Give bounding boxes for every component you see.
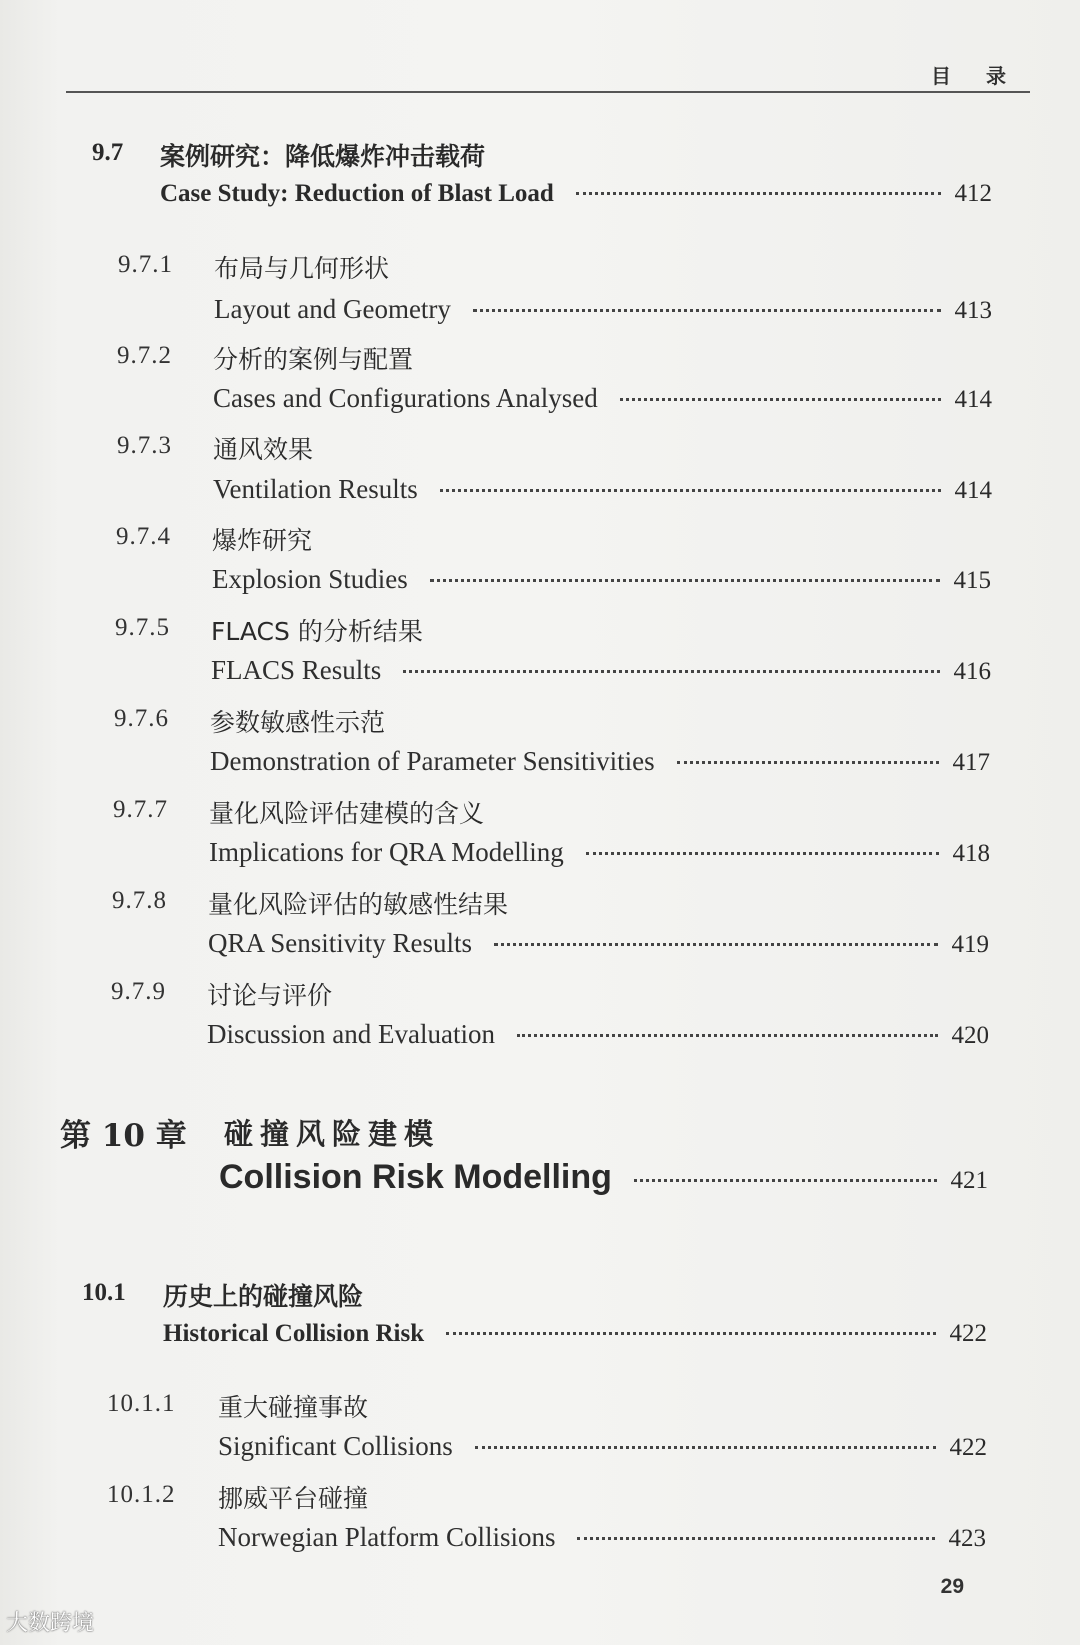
page-reference: 415 — [953, 567, 991, 594]
page-reference: 422 — [949, 1320, 987, 1347]
toc-subsection-entry[interactable] — [0, 1386, 1080, 1474]
section-title-zh: 案例研究：降低爆炸冲击载荷 — [160, 142, 486, 171]
subsection-number: 9.7.7 — [113, 796, 168, 823]
subsection-title-row — [212, 564, 991, 595]
dot-leader — [494, 943, 937, 946]
toc-subsection-entry[interactable] — [0, 974, 1080, 1062]
subsection-number: 9.7.4 — [116, 523, 171, 550]
toc-subsection-entry[interactable] — [0, 428, 1080, 516]
chapter-title-en: Collision Risk Modelling — [219, 1158, 612, 1196]
subsection-title-row — [213, 383, 992, 414]
subsection-title-en: Explosion Studies — [212, 564, 408, 594]
dot-leader — [634, 1179, 937, 1182]
subsection-title-zh: 通风效果 — [213, 435, 314, 464]
toc-subsection-entry[interactable] — [0, 610, 1080, 698]
dot-leader — [430, 579, 940, 582]
page-reference: 417 — [952, 749, 990, 776]
subsection-title-zh: 参数敏感性示范 — [210, 708, 386, 737]
page-reference: 416 — [953, 658, 991, 685]
subsection-title-en: Implications for QRA Modelling — [209, 837, 564, 867]
page-reference: 423 — [948, 1525, 986, 1552]
dot-leader — [620, 398, 941, 401]
subsection-number: 9.7.6 — [114, 705, 169, 732]
chapter-number: 第 10 章 — [60, 1118, 187, 1154]
toc-subsection-entry[interactable] — [0, 701, 1080, 789]
subsection-title-zh: 量化风险评估的敏感性结果 — [208, 890, 509, 919]
subsection-title-en: Significant Collisions — [218, 1431, 453, 1461]
subsection-title-en: FLACS Results — [211, 655, 382, 685]
section-title-row — [160, 180, 992, 208]
section-number: 10.1 — [82, 1279, 126, 1306]
dot-leader — [403, 670, 939, 673]
subsection-title-en: Cases and Configurations Analysed — [213, 383, 598, 413]
section-title-zh: 历史上的碰撞风险 — [163, 1282, 364, 1311]
subsection-title-row — [213, 474, 992, 505]
subsection-number: 9.7.8 — [112, 887, 167, 914]
section-title-en: Case Study: Reduction of Blast Load — [160, 180, 554, 207]
dot-leader — [473, 309, 941, 312]
page-reference: 422 — [949, 1434, 987, 1461]
toc-subsection-entry[interactable] — [0, 519, 1080, 607]
running-header-label: 目 录 — [931, 64, 1020, 88]
subsection-number: 9.7.3 — [117, 432, 172, 459]
toc-subsection-entry[interactable] — [0, 792, 1080, 880]
page-reference: 421 — [950, 1167, 988, 1194]
subsection-title-zh: FLACS 的分析结果 — [211, 617, 423, 646]
subsection-title-zh: 讨论与评价 — [207, 981, 333, 1010]
subsection-title-row — [210, 746, 990, 777]
dot-leader — [446, 1332, 935, 1335]
page-reference: 419 — [951, 931, 989, 958]
subsection-title-zh: 分析的案例与配置 — [213, 345, 414, 374]
subsection-title-en: QRA Sensitivity Results — [208, 928, 473, 958]
chapter-title-zh: 碰撞风险建模 — [224, 1117, 441, 1151]
subsection-number: 9.7.9 — [111, 978, 166, 1005]
header-rule — [66, 91, 1030, 93]
subsection-title-row — [207, 1019, 989, 1050]
subsection-number: 9.7.5 — [115, 614, 170, 641]
section-number: 9.7 — [92, 139, 124, 166]
dot-leader — [576, 192, 941, 195]
subsection-title-zh: 布局与几何形状 — [214, 254, 390, 283]
subsection-title-row — [218, 1522, 986, 1553]
subsection-title-zh: 挪威平台碰撞 — [218, 1484, 369, 1513]
page-reference: 414 — [954, 386, 992, 413]
subsection-number: 9.7.2 — [117, 342, 172, 369]
page-reference: 412 — [954, 180, 992, 207]
dot-leader — [440, 489, 941, 492]
toc-subsection-entry[interactable] — [0, 246, 1080, 334]
subsection-title-zh: 重大碰撞事故 — [218, 1393, 369, 1422]
subsection-title-en: Discussion and Evaluation — [207, 1019, 495, 1049]
page-reference: 418 — [952, 840, 990, 867]
watermark-logo — [6, 1606, 94, 1637]
subsection-number: 9.7.1 — [118, 251, 173, 278]
subsection-number: 10.1.1 — [107, 1390, 176, 1417]
toc-chapter-entry[interactable] — [0, 1108, 1080, 1218]
toc-subsection-entry[interactable] — [0, 337, 1080, 425]
dot-leader — [677, 761, 939, 764]
dot-leader — [577, 1537, 934, 1540]
subsection-title-zh: 爆炸研究 — [212, 526, 313, 555]
page-reference: 420 — [951, 1022, 989, 1049]
subsection-title-en: Demonstration of Parameter Sensitivities — [210, 746, 655, 776]
subsection-title-en: Layout and Geometry — [214, 294, 451, 324]
dot-leader — [586, 852, 939, 855]
dot-leader — [517, 1034, 938, 1037]
subsection-title-row — [209, 837, 990, 868]
page-reference: 414 — [954, 477, 992, 504]
subsection-title-en: Ventilation Results — [213, 474, 418, 504]
page-reference: 413 — [954, 297, 992, 324]
subsection-title-row — [208, 928, 989, 959]
toc-subsection-entry[interactable] — [0, 1477, 1080, 1565]
chapter-title-row — [219, 1158, 988, 1197]
subsection-title-en: Norwegian Platform Collisions — [218, 1522, 556, 1552]
watermark-text: 大数跨境 — [6, 1611, 95, 1636]
section-title-en: Historical Collision Risk — [163, 1320, 425, 1347]
subsection-title-row — [218, 1431, 987, 1462]
section-title-row — [163, 1320, 987, 1348]
page-number: 29 — [940, 1575, 964, 1598]
dot-leader — [475, 1446, 936, 1449]
subsection-title-zh: 量化风险评估建模的含义 — [209, 799, 485, 828]
toc-section-entry[interactable] — [0, 135, 1080, 225]
toc-section-entry[interactable] — [0, 1275, 1080, 1365]
toc-subsection-entry[interactable] — [0, 883, 1080, 971]
subsection-title-row — [214, 294, 992, 325]
subsection-title-row — [211, 655, 991, 686]
subsection-number: 10.1.2 — [107, 1481, 176, 1508]
